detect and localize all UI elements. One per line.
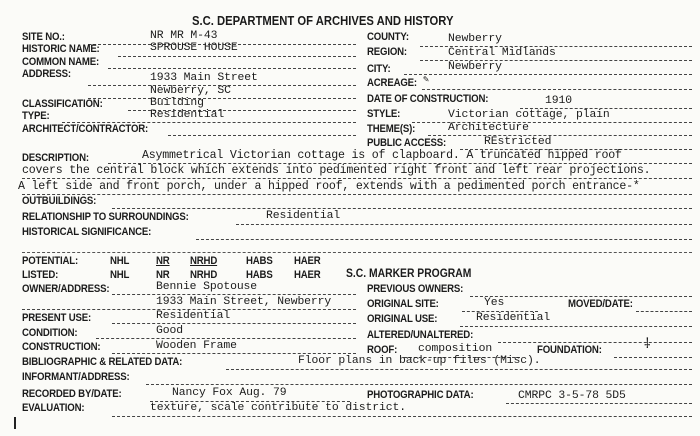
form-title: S.C. DEPARTMENT OF ARCHIVES AND HISTORY bbox=[192, 14, 454, 28]
themes-label: THEME(S): bbox=[367, 123, 416, 135]
common-name-line bbox=[108, 68, 356, 69]
county-value: Newberry bbox=[448, 33, 502, 45]
scribble-mark: ✎ bbox=[423, 75, 430, 86]
relationship-value: Residential bbox=[266, 210, 341, 222]
bibliographic-line bbox=[226, 369, 692, 370]
description-line-3-rule bbox=[22, 194, 692, 195]
altered-line bbox=[498, 342, 692, 343]
foundation-label: FOUNDATION: bbox=[537, 344, 602, 356]
roof-value: composition bbox=[418, 343, 493, 355]
bibliographic-value: Floor plans in back-up files (Misc). bbox=[298, 355, 541, 367]
type-value: Residential bbox=[150, 109, 225, 121]
city-label: CITY: bbox=[367, 63, 391, 75]
owner-line-1: Bennie Spotouse bbox=[156, 281, 258, 293]
photographic-data-line bbox=[506, 403, 692, 404]
address-label: ADDRESS: bbox=[22, 68, 71, 80]
listed-option-haer[interactable]: HAER bbox=[294, 269, 321, 281]
informant-line bbox=[146, 384, 692, 385]
marker-program-heading: S.C. MARKER PROGRAM bbox=[346, 268, 472, 280]
architect-line bbox=[168, 135, 356, 136]
description-line-2-rule bbox=[22, 178, 692, 179]
address-line-2: Newberry, SC bbox=[150, 85, 231, 97]
public-access-label: PUBLIC ACCESS: bbox=[367, 137, 447, 149]
listed-option-nrhd[interactable]: NRHD bbox=[190, 269, 218, 281]
address-line-2-rule bbox=[88, 98, 356, 99]
potential-label: POTENTIAL: bbox=[22, 255, 79, 267]
original-use-label: ORIGINAL USE: bbox=[367, 313, 438, 325]
themes-value: Architecture bbox=[448, 122, 529, 134]
potential-option-nhl[interactable]: NHL bbox=[110, 255, 130, 267]
date-of-construction-value: 1910 bbox=[545, 95, 572, 107]
previous-owners-label: PREVIOUS OWNERS: bbox=[367, 283, 464, 295]
historic-name-label: HISTORIC NAME: bbox=[22, 43, 100, 55]
construction-label: CONSTRUCTION: bbox=[22, 341, 101, 353]
date-of-construction-label: DATE OF CONSTRUCTION: bbox=[367, 93, 489, 105]
condition-label: CONDITION: bbox=[22, 327, 78, 339]
evaluation-line bbox=[112, 416, 692, 417]
photographic-data-value: CMRPC 3-5-78 5D5 bbox=[518, 390, 626, 402]
owner-line-2: 1933 Main Street, Newberry bbox=[156, 296, 332, 308]
county-label: COUNTY: bbox=[367, 31, 409, 43]
owner-label: OWNER/ADDRESS: bbox=[22, 283, 110, 295]
condition-line bbox=[96, 338, 356, 339]
public-access-value: REstricted bbox=[484, 136, 552, 148]
margin-mark: ⸸ bbox=[644, 337, 651, 353]
construction-value: Wooden Frame bbox=[156, 340, 237, 352]
address-line-1: 1933 Main Street bbox=[150, 72, 258, 84]
acreage-label: ACREAGE: bbox=[367, 77, 417, 89]
present-use-label: PRESENT USE: bbox=[22, 312, 92, 324]
site-no-value: NR MR M-43 bbox=[150, 30, 218, 42]
themes-line bbox=[428, 135, 692, 136]
section-divider bbox=[22, 252, 692, 253]
region-label: REGION: bbox=[367, 46, 407, 58]
common-name-label: COMMON NAME: bbox=[22, 56, 100, 68]
outbuildings-line bbox=[112, 208, 692, 209]
recorded-by-label: RECORDED BY/DATE: bbox=[22, 388, 122, 400]
historic-name-line bbox=[118, 56, 356, 57]
listed-option-nhl[interactable]: NHL bbox=[110, 269, 130, 281]
description-label: DESCRIPTION: bbox=[22, 152, 89, 164]
evaluation-value: texture, scale contribute to district. bbox=[150, 402, 406, 414]
roof-label: ROOF: bbox=[367, 344, 398, 356]
present-use-value: Residential bbox=[156, 310, 231, 322]
acreage-line bbox=[422, 89, 692, 90]
architect-label: ARCHITECT/CONTRACTOR: bbox=[22, 123, 149, 135]
region-value: Central Midlands bbox=[448, 47, 556, 59]
altered-label: ALTERED/UNALTERED: bbox=[367, 329, 474, 341]
owner-line-1-rule bbox=[112, 294, 356, 295]
type-label: TYPE: bbox=[22, 110, 50, 122]
style-value: Victorian cottage, plain bbox=[448, 109, 610, 121]
listed-label: LISTED: bbox=[22, 269, 59, 281]
relationship-label: RELATIONSHIP TO SURROUNDINGS: bbox=[22, 211, 189, 223]
relationship-line bbox=[236, 224, 692, 225]
site-no-label: SITE NO.: bbox=[22, 31, 65, 43]
informant-label: INFORMANT/ADDRESS: bbox=[22, 371, 130, 383]
description-line-2: covers the central block which extends into pedimented right front and left rear projections. bbox=[22, 164, 651, 177]
classification-value: Building bbox=[150, 97, 204, 109]
description-line-1: Asymmetrical Victorian cottage is of clapboard. A truncated hipped roof bbox=[142, 149, 622, 162]
foundation-line bbox=[614, 357, 692, 358]
photographic-data-label: PHOTOGRAPHIC DATA: bbox=[367, 389, 474, 401]
city-value: Newberry bbox=[448, 61, 502, 73]
original-site-label: ORIGINAL SITE: bbox=[367, 298, 439, 310]
description-line-3: A left side and front porch, under a hipped roof, extends with a pedimented porch entrance-* bbox=[18, 180, 640, 193]
original-site-value: Yes bbox=[484, 297, 505, 309]
listed-option-nr[interactable]: NR bbox=[156, 269, 170, 281]
historic-name-value: SPROUSE HOUSE bbox=[150, 42, 238, 54]
classification-label: CLASSIFICATION: bbox=[22, 98, 103, 110]
recorded-by-value: Nancy Fox Aug. 79 bbox=[172, 387, 287, 399]
original-use-value: Residential bbox=[476, 312, 551, 324]
city-line bbox=[404, 74, 692, 75]
original-use-line bbox=[460, 326, 692, 327]
style-label: STYLE: bbox=[367, 108, 401, 120]
present-use-line bbox=[112, 323, 356, 324]
listed-option-habs[interactable]: HABS bbox=[246, 269, 273, 281]
moved-date-line bbox=[636, 311, 692, 312]
potential-option-nr[interactable]: NR bbox=[156, 255, 170, 267]
margin-tick bbox=[14, 417, 16, 429]
potential-option-habs[interactable]: HABS bbox=[246, 255, 273, 267]
historical-significance-line bbox=[196, 239, 692, 240]
outbuildings-label: OUTBUILDINGS: bbox=[22, 195, 97, 207]
condition-value: Good bbox=[156, 325, 183, 337]
bibliographic-label: BIBLIOGRAPHIC & RELATED DATA: bbox=[22, 356, 183, 368]
potential-option-haer[interactable]: HAER bbox=[294, 255, 321, 267]
evaluation-label: EVALUATION: bbox=[22, 402, 85, 414]
potential-option-nrhd[interactable]: NRHD bbox=[190, 255, 218, 267]
historical-significance-label: HISTORICAL SIGNIFICANCE: bbox=[22, 226, 152, 238]
moved-date-label: MOVED/DATE: bbox=[568, 298, 633, 310]
construction-line bbox=[112, 353, 356, 354]
